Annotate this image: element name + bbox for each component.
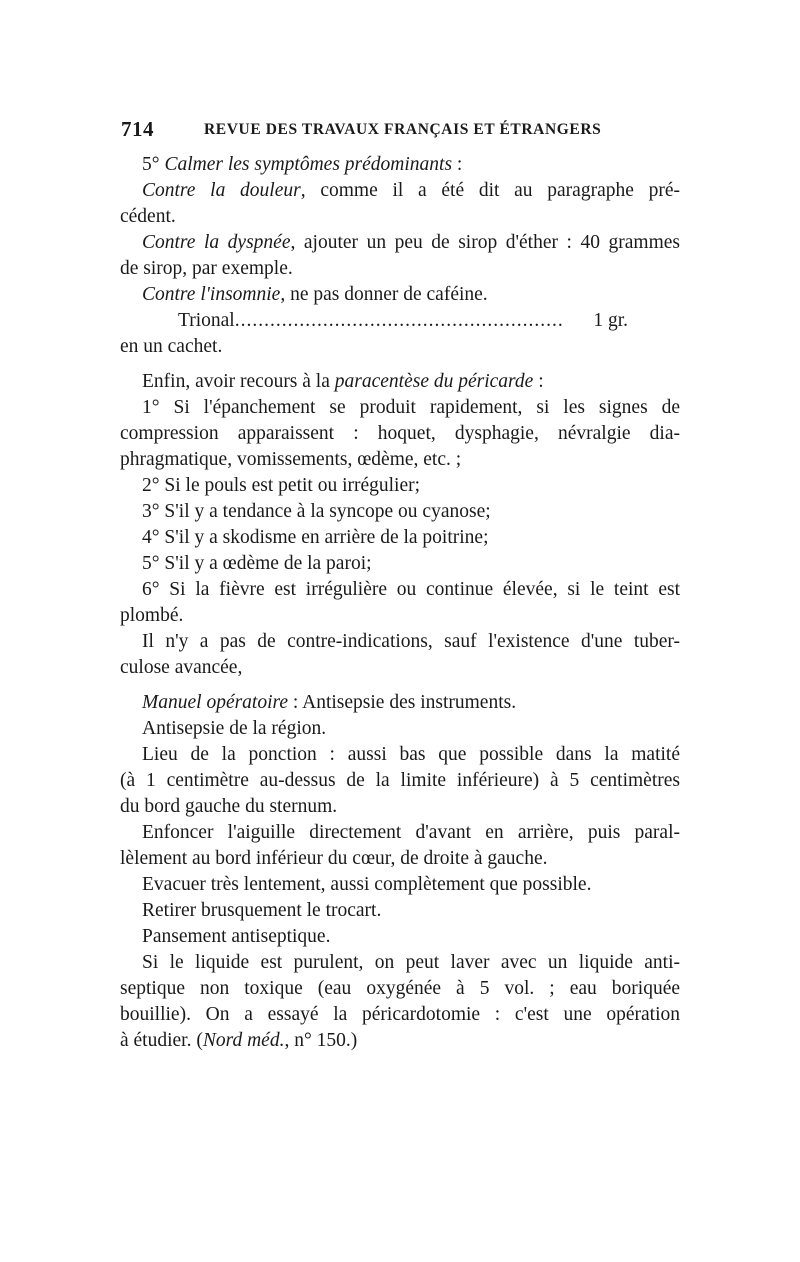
text-line: de sirop, par exemple. [120, 258, 293, 279]
text-line: lèlement au bord inférieur du cœur, de droite à gauche. [120, 848, 548, 869]
text-line: Si le liquide est purulent, on peut laver avec un liquide anti- [142, 952, 680, 973]
text-line: Lieu de la ponction : aussi bas que possible dans la matité [142, 744, 680, 765]
text-line: 5° Calmer les symptômes prédominants : [142, 154, 463, 175]
prescription-drug: Trional [178, 310, 235, 331]
text-line: plombé. [120, 605, 184, 626]
page-header [121, 117, 681, 141]
body-text [120, 152, 680, 1054]
text-line: (à 1 centimètre au-dessus de la limite inférieure) à 5 centimètres [120, 770, 680, 791]
text-line: culose avancée, [120, 657, 243, 678]
text-line: Contre l'insomnie, ne pas donner de caféine. [142, 284, 488, 305]
text-line: 4° S'il y a skodisme en arrière de la poitrine; [142, 527, 489, 548]
text-line: Manuel opératoire : Antisepsie des instruments. [142, 692, 517, 713]
text-line: cédent. [120, 206, 176, 227]
page-number: 714 [121, 117, 154, 141]
text-line: 1° Si l'épanchement se produit rapidement, si les signes de [142, 397, 680, 418]
prescription-dose: 1 gr. [593, 310, 628, 331]
text-line: Pansement antiseptique. [142, 926, 331, 947]
text-line: phragmatique, vomissements, œdème, etc. ; [120, 449, 462, 470]
text-line: Evacuer très lentement, aussi complètement que possible. [142, 874, 592, 895]
text-line: compression apparaissent : hoquet, dysphagie, névralgie dia- [120, 423, 680, 444]
text-line: du bord gauche du sternum. [120, 796, 338, 817]
text-line: Retirer brusquement le trocart. [142, 900, 382, 921]
text-line: Il n'y a pas de contre-indications, sauf l'existence d'une tuber- [142, 631, 680, 652]
running-title: REVUE DES TRAVAUX FRANÇAIS ET ÉTRANGERS [204, 121, 602, 138]
leader-dots [235, 308, 564, 334]
text-line: bouillie). On a essayé la péricardotomie : c'est une opération [120, 1004, 680, 1025]
text-line: 5° S'il y a œdème de la paroi; [142, 553, 372, 574]
text-line: Contre la dyspnée, ajouter un peu de sirop d'éther : 40 grammes [142, 232, 680, 253]
text-line: Antisepsie de la région. [142, 718, 327, 739]
text-line: à étudier. (Nord méd., n° 150.) [120, 1030, 358, 1051]
text-line: septique non toxique (eau oxygénée à 5 vol. ; eau boriquée [120, 978, 680, 999]
text-line: 6° Si la fièvre est irrégulière ou continue élevée, si le teint est [142, 579, 680, 600]
text-line: 3° S'il y a tendance à la syncope ou cyanose; [142, 501, 491, 522]
prescription-line [120, 308, 680, 334]
text-line: 2° Si le pouls est petit ou irrégulier; [142, 475, 421, 496]
text-line: Enfin, avoir recours à la paracentèse du péricarde : [142, 371, 544, 392]
text-line: en un cachet. [120, 336, 223, 357]
text-line: Contre la douleur, comme il a été dit au paragraphe pré- [142, 180, 681, 201]
text-line: Enfoncer l'aiguille directement d'avant en arrière, puis paral- [142, 822, 680, 843]
